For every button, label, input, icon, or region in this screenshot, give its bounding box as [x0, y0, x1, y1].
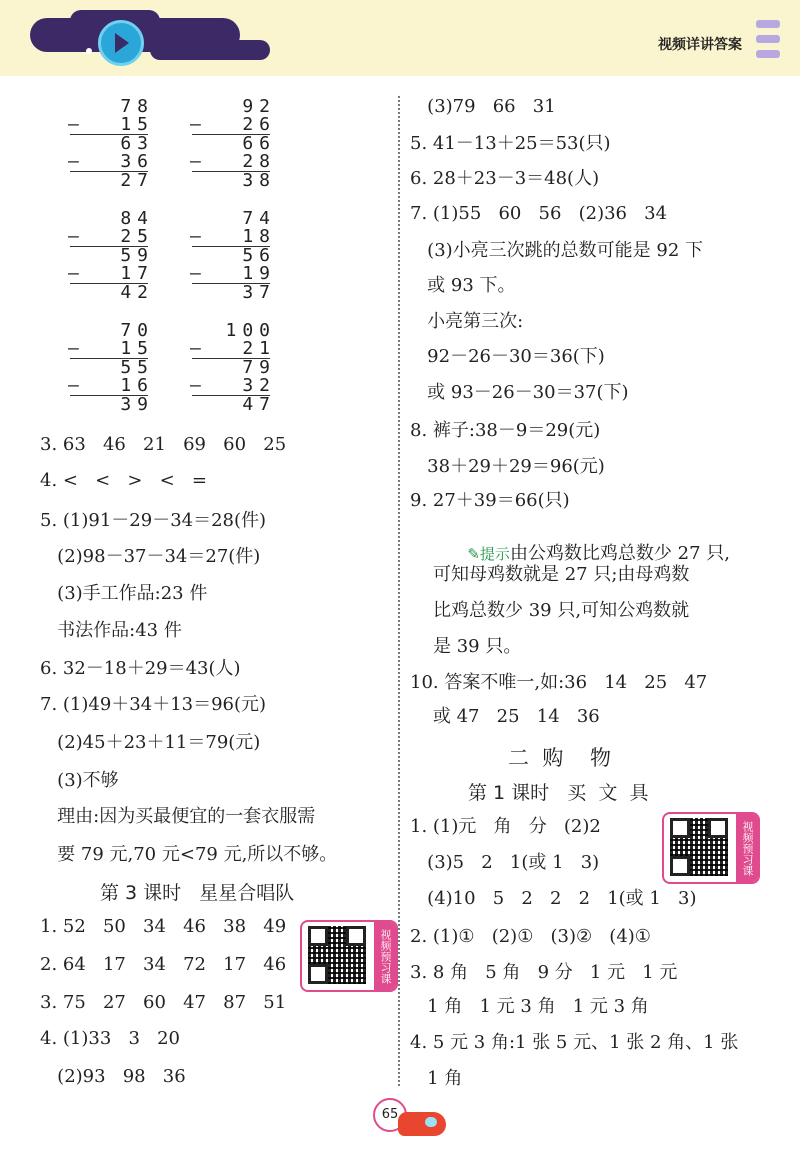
calc-row — [68, 265, 154, 283]
answer-line: (2)45＋23＋11＝79(元) — [40, 732, 261, 753]
answer-line: (3)5 2 1(或 1 3) — [410, 852, 600, 873]
answer-line: (2)93 98 36 — [40, 1066, 186, 1087]
answer-line: 5. 41－13＋25＝53(只) — [410, 133, 611, 154]
answer-line: 书法作品:43 件 — [40, 620, 182, 641]
answer-line: 4. (1)33 3 20 — [40, 1028, 180, 1049]
calc-row — [190, 172, 276, 190]
answer-line: (3)79 66 31 — [410, 96, 556, 117]
answer-line: 2. (1)① (2)① (3)② (4)① — [410, 926, 651, 947]
calc-operator: — — [68, 338, 79, 359]
lesson-title: 第 1 课时 买 文 具 — [468, 782, 649, 804]
calc-row — [68, 116, 154, 134]
answer-line: (3)手工作品:23 件 — [40, 583, 208, 604]
calc-value: 70 — [120, 320, 154, 341]
calc-value: 25 — [120, 226, 154, 247]
calc-operator: — — [68, 375, 79, 396]
calc-value: 15 — [120, 338, 154, 359]
answer-line: (2)98－37－34＝27(件) — [40, 546, 261, 567]
header-banner — [0, 0, 800, 76]
star-decoration — [86, 48, 92, 54]
answer-line: (3)小亮三次跳的总数可能是 92 下 — [410, 240, 704, 261]
calc-value: 84 — [120, 208, 154, 229]
answer-line: 要 79 元,70 元<79 元,所以不够。 — [40, 844, 338, 865]
calc-row — [190, 116, 276, 134]
qr-label: 视频预习课 — [374, 922, 396, 990]
answer-line: 理由:因为买最便宜的一套衣服需 — [40, 806, 316, 827]
calc-operator: — — [68, 263, 79, 284]
calc-operator: — — [190, 151, 201, 172]
answer-line: 8. 裤子:38－9＝29(元) — [410, 420, 601, 441]
answer-line: 7. (1)55 60 56 (2)36 34 — [410, 203, 668, 224]
play-icon[interactable] — [98, 20, 144, 66]
qr-label: 视频预习课 — [736, 814, 758, 882]
vertical-calc — [190, 210, 276, 302]
vertical-calc — [68, 98, 154, 190]
vertical-calc — [190, 98, 276, 190]
answer-line: 7. (1)49＋34＋13＝96(元) — [40, 694, 267, 715]
answer-line: 小亮第三次: — [410, 311, 524, 332]
calc-operator — [68, 396, 94, 414]
answer-line: 4. < < > < = — [40, 470, 207, 491]
header-title: 视频详讲答案 — [658, 37, 742, 53]
answer-line: 4. 5 元 3 角:1 张 5 元、1 张 2 角、1 张 — [410, 1032, 739, 1053]
calc-value: 38 — [242, 170, 276, 191]
calc-row — [190, 340, 276, 358]
calc-row — [68, 377, 154, 395]
answer-line: 38＋29＋29＝96(元) — [410, 456, 605, 477]
calc-value: 36 — [120, 151, 154, 172]
tip-text: 比鸡总数少 39 只,可知公鸡数就 — [433, 600, 690, 621]
calc-value: 32 — [242, 375, 276, 396]
calc-value: 21 — [242, 338, 276, 359]
calc-value: 100 — [225, 320, 276, 341]
submarine-decoration — [398, 1112, 446, 1136]
calc-operator: — — [190, 226, 201, 247]
answer-line: 9. 27＋39＝66(只) — [410, 490, 570, 511]
tip-text: 由公鸡数比鸡总数少 27 只, — [509, 543, 731, 564]
calc-value: 28 — [242, 151, 276, 172]
calc-row — [68, 284, 154, 302]
qr-corner — [708, 818, 728, 838]
calc-value: 66 — [242, 133, 276, 154]
answer-line: 3. 75 27 60 47 87 51 — [40, 992, 287, 1013]
header-bars-decoration — [756, 20, 780, 68]
answer-line: 1 角 1 元 3 角 1 元 3 角 — [410, 996, 649, 1017]
calc-operator: — — [68, 226, 79, 247]
answer-line: 或 47 25 14 36 — [410, 706, 600, 727]
calc-row — [190, 153, 276, 171]
calc-value: 74 — [242, 208, 276, 229]
vertical-calc — [68, 210, 154, 302]
calc-value: 39 — [120, 394, 154, 415]
answer-line: 或 93－26－30＝37(下) — [410, 382, 629, 403]
calc-operator: — — [190, 263, 201, 284]
unit-title: 二 购 物 — [508, 746, 612, 770]
tip-icon: ✎ — [467, 545, 480, 563]
page-number: 65 — [373, 1098, 407, 1132]
answer-line: 1. (1)元 角 分 (2)2 — [410, 816, 601, 837]
answer-line: (3)不够 — [40, 770, 119, 791]
calc-row — [190, 228, 276, 246]
tip-text: 是 39 只。 — [433, 636, 522, 657]
calc-operator: — — [190, 375, 201, 396]
qr-corner — [308, 926, 328, 946]
submarine-window-decoration — [425, 1117, 437, 1127]
answer-line: 1. 52 50 34 46 38 49 — [40, 916, 287, 937]
tip-label: 提示 — [479, 545, 510, 563]
calc-value: 92 — [242, 96, 276, 117]
calc-operator — [190, 396, 216, 414]
calc-value: 42 — [120, 282, 154, 303]
calc-row — [190, 396, 276, 414]
calc-value: 37 — [242, 282, 276, 303]
calc-value: 15 — [120, 114, 154, 135]
calc-operator — [68, 284, 94, 302]
calc-row — [190, 377, 276, 395]
answer-line: 2. 64 17 34 72 17 46 — [40, 954, 287, 975]
calc-operator: — — [68, 114, 79, 135]
answer-line: 或 93 下。 — [410, 275, 516, 296]
calc-row — [190, 265, 276, 283]
calc-row — [68, 396, 154, 414]
vertical-calc — [190, 322, 276, 414]
column-divider — [398, 96, 400, 1086]
calc-operator — [190, 172, 216, 190]
answer-line: 3. 8 角 5 角 9 分 1 元 1 元 — [410, 962, 678, 983]
answer-line: 6. 28＋23－3＝48(人) — [410, 168, 600, 189]
section-title-lesson3: 第 3 课时 星星合唱队 — [100, 882, 295, 904]
calc-row — [190, 284, 276, 302]
qr-code-lesson1[interactable] — [662, 812, 760, 884]
answer-line: 1 角 — [410, 1068, 463, 1089]
answer-line: 6. 32－18＋29＝43(人) — [40, 658, 241, 679]
calc-value: 27 — [120, 170, 154, 191]
calc-row — [68, 340, 154, 358]
vertical-calc — [68, 322, 154, 414]
calc-operator — [190, 284, 216, 302]
tip-text: 可知母鸡数就是 27 只;由母鸡数 — [433, 564, 690, 585]
calc-value: 55 — [120, 357, 154, 378]
answer-line: 92－26－30＝36(下) — [410, 346, 605, 367]
calc-row — [68, 172, 154, 190]
calc-operator: — — [68, 151, 79, 172]
header-cloud-decoration — [150, 40, 270, 60]
answer-line: 10. 答案不唯一,如:36 14 25 47 — [410, 672, 708, 693]
calc-operator: — — [190, 338, 201, 359]
calc-value: 47 — [242, 394, 276, 415]
calc-value: 26 — [242, 114, 276, 135]
calc-value: 59 — [120, 245, 154, 266]
calc-value: 16 — [120, 375, 154, 396]
calc-value: 78 — [120, 96, 154, 117]
calc-value: 63 — [120, 133, 154, 154]
qr-corner — [670, 856, 690, 876]
calc-operator — [68, 172, 94, 190]
calc-row — [68, 153, 154, 171]
calc-value: 17 — [120, 263, 154, 284]
qr-corner — [346, 926, 366, 946]
answer-line: 5. (1)91－29－34＝28(件) — [40, 510, 267, 531]
calc-value: 19 — [242, 263, 276, 284]
calc-row — [68, 228, 154, 246]
calc-value: 56 — [242, 245, 276, 266]
answer-line: (4)10 5 2 2 2 1(或 1 3) — [410, 888, 697, 909]
calc-value: 18 — [242, 226, 276, 247]
qr-code-lesson3[interactable] — [300, 920, 398, 992]
calc-operator: — — [190, 114, 201, 135]
qr-corner — [308, 964, 328, 984]
qr-corner — [670, 818, 690, 838]
answer-line: 3. 63 46 21 69 60 25 — [40, 434, 287, 455]
calc-value: 79 — [242, 357, 276, 378]
